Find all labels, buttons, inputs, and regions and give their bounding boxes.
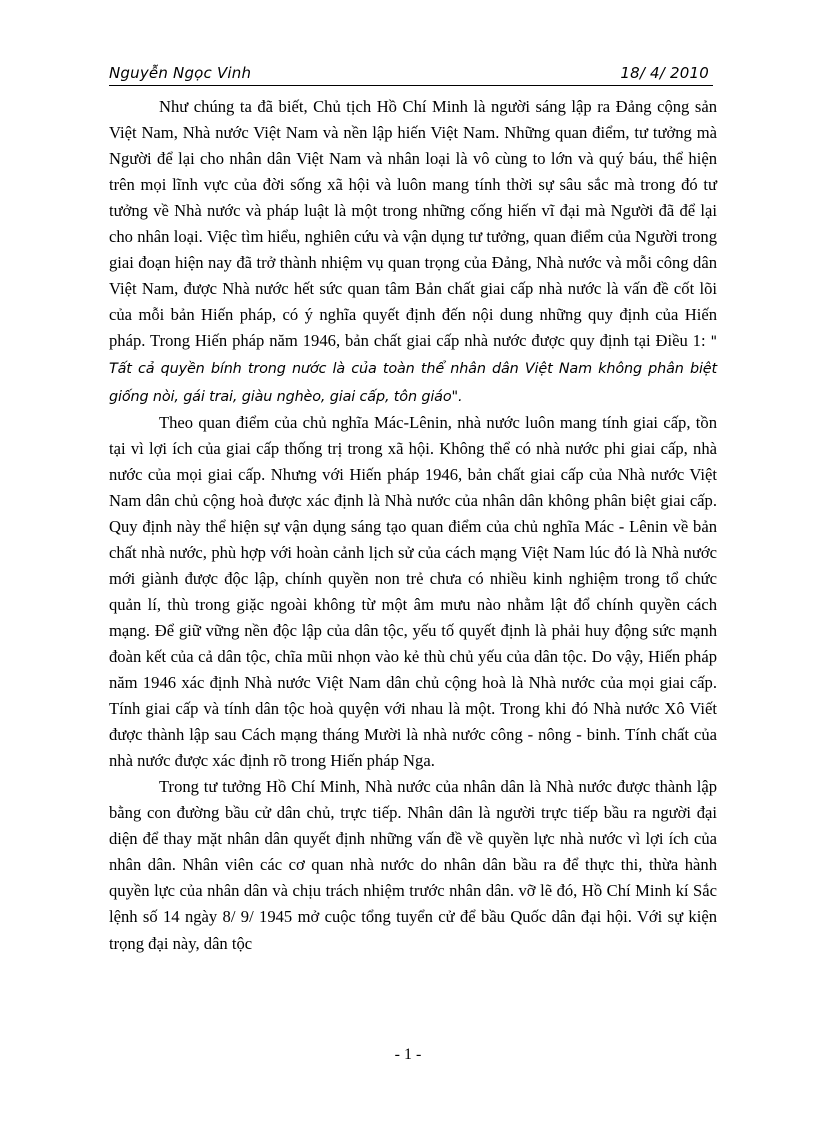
paragraph-1: [109, 94, 717, 410]
article-1-quote: " Tất cả quyền bính trong nước là của toàn thể nhân dân Việt Nam không phân biệt giống nòi, gái trai, giàu nghèo, giai cấp, tôn giáo".: [109, 334, 717, 405]
paragraph-2: Theo quan điểm của chủ nghĩa Mác-Lênin, nhà nước luôn mang tính giai cấp, tồn tại vì lợi ích của giai cấp thống trị trong xã hội. Không thể có nhà nước phi giai cấp, nhà nước của mọi giai cấp. Nhưng với Hiến pháp 1946, bản chất giai cấp của Nhà nước Việt Nam dân chủ cộng hoà được xác định là Nhà nước của nhân dân không phân biệt giai cấp. Quy định này thể hiện sự vận dụng sáng tạo quan điểm của chủ nghĩa Mác - Lênin về bản chất nhà nước, phù hợp với hoàn cảnh lịch sử của cách mạng Việt Nam lúc đó là Nhà nước mới giành được độc lập, chính quyền non trẻ chưa có nhiều kinh nghiệm trong tổ chức quản lí, thù trong giặc ngoài không từ một âm mưu nào nhằm lật đổ chính quyền cách mạng. Để giữ vững nền độc lập của dân tộc, yếu tố quyết định là phải huy động sức mạnh đoàn kết của cả dân tộc, chĩa mũi nhọn vào kẻ thù chủ yếu của dân tộc. Do vậy, Hiến pháp năm 1946 xác định Nhà nước Việt Nam dân chủ cộng hoà là Nhà nước của mọi giai cấp. Tính giai cấp và tính dân tộc hoà quyện với nhau là một. Trong khi đó Nhà nước Xô Viết được thành lập sau Cách mạng tháng Mười là nhà nước công - nông - binh. Tính chất của nhà nước được xác định rõ trong Hiến pháp Nga.: [109, 412, 717, 771]
paragraph-1-text: Như chúng ta đã biết, Chủ tịch Hồ Chí Minh là người sáng lập ra Đảng cộng sản Việt Nam, Nhà nước Việt Nam và nền lập hiến Việt Nam. Những quan điểm, tư tưởng mà Người để lại cho nhân dân Việt Nam và nhân loại là vô cùng to lớn và quý báu, thể hiện trên mọi lĩnh vực của đời sống xã hội và luôn mang tính thời sự sâu sắc mà trong đó tư tưởng về Nhà nước và pháp luật là một trong những cống hiến vĩ đại mà Người đã để lại cho nhân loại. Việc tìm hiểu, nghiên cứu và vận dụng tư tưởng, quan điểm của Người trong giai đoạn hiện nay đã trở thành nhiệm vụ quan trọng của Đảng, Nhà nước và mỗi công dân Việt Nam, được Nhà nước hết sức quan tâm Bản chất giai cấp nhà nước là vấn đề cốt lõi của mỗi bản Hiến pháp, có ý nghĩa quyết định đến nội dung những quy định của Hiến pháp. Trong Hiến pháp năm 1946, bản chất giai cấp nhà nước được quy định tại Điều 1:: [109, 97, 717, 351]
header-author: Nguyễn Ngọc Vinh: [109, 64, 252, 82]
paragraph-3: Trong tư tưởng Hồ Chí Minh, Nhà nước của nhân dân là Nhà nước được thành lập bằng con đường bầu cử dân chủ, trực tiếp. Nhân dân là người trực tiếp bầu ra người đại diện để thay mặt nhân dân quyết định những vấn đề về quyền lực nhà nước vì lợi ích của nhân dân. Nhân viên các cơ quan nhà nước do nhân dân bầu ra để thực thi, thừa hành quyền lực của nhân dân và chịu trách nhiệm trước nhân dân. vỡ lẽ đó, Hồ Chí Minh kí Sắc lệnh số 14 ngày 8/ 9/ 1945 mở cuộc tổng tuyển cử để bầu Quốc dân đại hội. Với sự kiện trọng đại này, dân tộc: [109, 777, 717, 953]
document-body: [109, 94, 717, 957]
page-header: [109, 62, 713, 86]
page-number: - 1 -: [394, 1046, 422, 1063]
header-date: 18/ 4/ 2010: [620, 64, 709, 82]
